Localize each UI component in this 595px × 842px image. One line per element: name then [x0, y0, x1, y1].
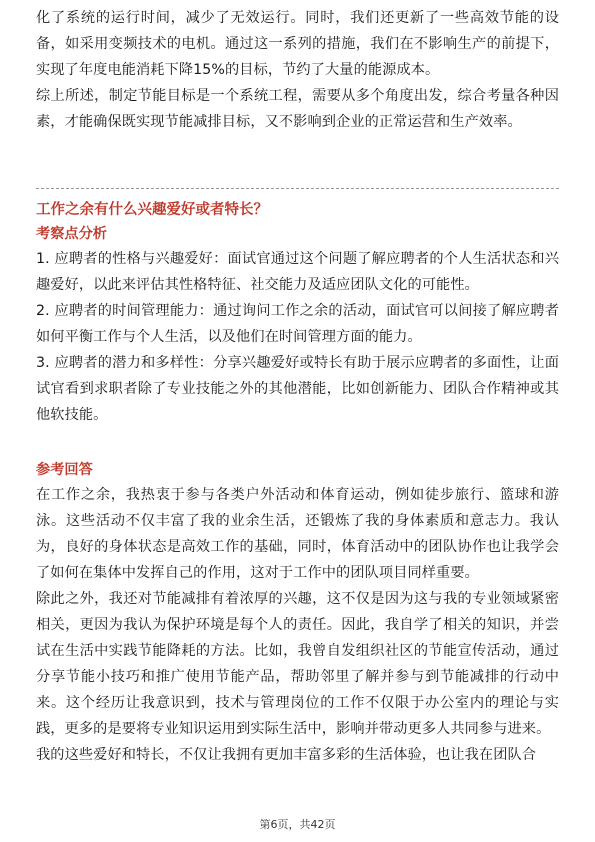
- answer-paragraph-1: 在工作之余，我热衷于参与各类户外活动和体育运动，例如徒步旅行、篮球和游泳。这些活动不仅丰富了我的业余生活，还锻炼了我的身体素质和意志力。我认为，良好的身体状态是高效工作的基础，同时，体育活动中的团队协作也让我学会了如何在集体中发挥自己的作用，这对于工作中的团队项目同样重要。: [36, 487, 559, 581]
- analysis-section: [36, 222, 559, 428]
- analysis-item-1: 1. 应聘者的性格与兴趣爱好：面试官通过这个问题了解应聘者的个人生活状态和兴趣爱好，以此来评估其性格特征、社交能力及适应团队文化的可能性。: [36, 251, 559, 293]
- intro-section: [36, 0, 559, 135]
- answer-section: [36, 458, 559, 768]
- analysis-item-3: 3. 应聘者的潜力和多样性：分享兴趣爱好或特长有助于展示应聘者的多面性，让面试官看到求职者除了专业技能之外的其他潜能，比如创新能力、团队合作精神或其他软技能。: [36, 355, 559, 423]
- answer-heading: 参考回答: [36, 462, 93, 478]
- question-title: 工作之余有什么兴趣爱好或者特长？: [36, 202, 268, 218]
- intro-paragraph-2: 综上所述，制定节能目标是一个系统工程，需要从多个角度出发，综合考量各种因素，才能确保既实现节能减排目标，又不影响到企业的正常运营和生产效率。: [36, 88, 559, 130]
- analysis-heading: 考察点分析: [36, 226, 107, 242]
- answer-paragraph-2: 除此之外，我还对节能减排有着浓厚的兴趣，这不仅是因为这与我的专业领域紧密相关，更因为我认为保护环境是每个人的责任。因此，我自学了相关的知识，并尝试在生活中实践节能降耗的方法。比如，我曾自发组织社区的节能宣传活动，通过分享节能小技巧和推广使用节能产品，帮助邻里了解并参与到节能减排的行动中来。这个经历让我意识到，技术与管理岗位的工作不仅限于办公室内的理论与实践，更多的是要将专业知识运用到实际生活中，影响并带动更多人共同参与进来。: [36, 591, 559, 737]
- intro-paragraph-1: 化了系统的运行时间，减少了无效运行。同时，我们还更新了一些高效节能的设备，如采用变频技术的电机。通过这一系列的措施，我们在不影响生产的前提下，实现了年度电能消耗下降15%的目标，节约了大量的能源成本。: [36, 10, 559, 78]
- page-footer: 第6页，共42页: [259, 818, 336, 831]
- analysis-item-2: 2. 应聘者的时间管理能力：通过询问工作之余的活动，面试官可以间接了解应聘者如何平衡工作与个人生活，以及他们在时间管理方面的能力。: [36, 303, 559, 345]
- answer-paragraph-3: 我的这些爱好和特长，不仅让我拥有更加丰富多彩的生活体验，也让我在团队合: [36, 747, 537, 763]
- section-divider: [36, 188, 559, 189]
